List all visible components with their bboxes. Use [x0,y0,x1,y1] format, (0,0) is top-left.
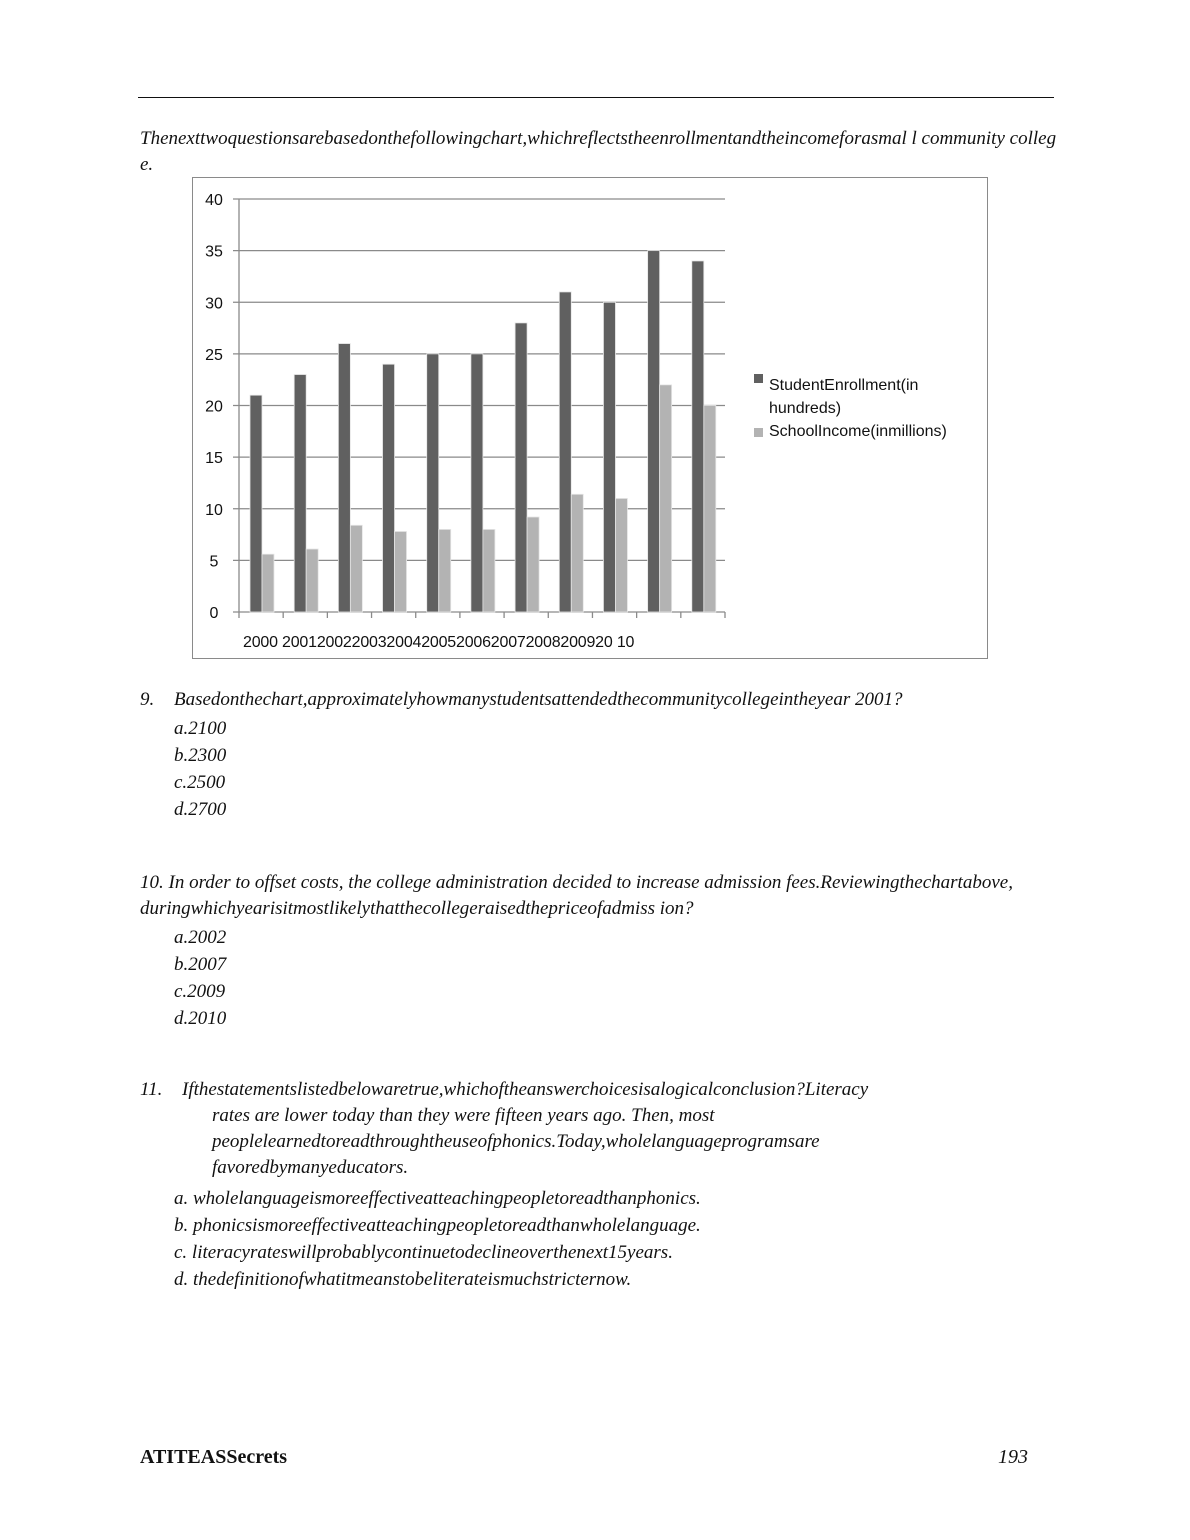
legend-item-income [754,420,947,443]
book-title-footer: ATITEASSecrets [140,1446,288,1468]
legend-item-enrollment [754,374,947,420]
y-tick-label: 0 [209,605,219,622]
y-tick-label: 15 [205,450,223,468]
y-tick-label: 10 [205,501,223,519]
bar-enrollment [383,364,395,612]
question-text-continued: rates are lower today than they were fifteen years ago. Then, most peoplelearnedtoreadthroughtheuseofphonics.Today,wholelanguageprogramsare favoredbymanyeducators. [212,1105,820,1178]
bar-enrollment [515,323,527,612]
y-tick-label: 20 [205,398,223,416]
question-11 [140,1077,1012,1293]
y-tick-label: 40 [205,192,223,209]
legend-label: StudentEnrollment(in [769,377,919,394]
answer-option[interactable]: d.2700 [174,799,227,820]
answer-option[interactable]: a.2100 [174,718,227,739]
legend-swatch-icon [754,428,763,437]
answer-option[interactable]: c.2500 [174,772,226,793]
bar-income [350,525,362,612]
bar-enrollment [559,292,571,612]
answer-option[interactable]: b.2300 [174,745,227,766]
bar-income [395,531,407,612]
bar-enrollment [427,354,439,612]
y-tick-label: 25 [205,346,223,364]
bar-enrollment [603,302,615,612]
legend-label: SchoolIncome(inmillions) [769,423,947,440]
bar-income [439,529,451,612]
bar-income [660,385,672,612]
bar-income [527,517,539,612]
answer-options [174,715,1014,823]
header-rule [138,97,1054,98]
answer-option[interactable]: c.2009 [174,981,226,1002]
y-tick-label: 5 [209,553,219,571]
bar-income [306,549,318,612]
x-axis-labels [243,634,634,652]
question-text: 10. In order to offset costs, the college administration decided to increase admission fees.Reviewingthechartabove,duringwhichyearisitmostlikelythatthecollegeraisedthepriceofadmiss ion? [140,872,1013,919]
bar-income [704,406,716,613]
bar-income [483,529,495,612]
bar-enrollment [294,375,306,612]
question-text-line1: Ifthestatementslistedbelowaretrue,whichoftheanswerchoicesisalogicalconclusion?Literacy [182,1079,869,1100]
answer-option[interactable]: c. literacyrateswillprobablycontinuetodeclineoverthenext15years. [174,1242,673,1263]
answer-options [174,1185,1012,1293]
answer-option[interactable]: d. thedefinitionofwhatitmeanstobeliterateismuchstricternow. [174,1269,632,1290]
bar-income [571,494,583,612]
bar-enrollment [471,354,483,612]
bar-enrollment [338,344,350,612]
x-axis-label-text: 2000 20012002200320042005200620072008200920 10 [243,634,635,651]
answer-option[interactable]: a. wholelanguageismoreeffectiveatteachingpeopletoreadthanphonics. [174,1188,701,1209]
legend-label: hundreds) [769,400,842,417]
bar-income [615,498,627,612]
question-number: 11. [140,1079,163,1100]
question-9 [140,687,1014,823]
bar-enrollment [250,395,262,612]
answer-option[interactable]: d.2010 [174,1008,227,1029]
page-number: 193 [998,1446,1028,1468]
question-text: Basedonthechart,approximatelyhowmanystudentsattendedthecommunitycollegeintheyear 2001? [174,689,903,710]
answer-option[interactable]: b. phonicsismoreeffectiveatteachingpeopletoreadthanwholelanguage. [174,1215,701,1236]
bar-enrollment [692,261,704,612]
legend-swatch-icon [754,374,763,383]
question-10 [140,870,1020,1032]
question-number: 9. [140,689,155,710]
bar-income [262,554,274,612]
answer-option[interactable]: a.2002 [174,927,227,948]
answer-option[interactable]: b.2007 [174,954,227,975]
bar-enrollment [648,251,660,612]
y-tick-label: 35 [205,243,223,261]
intro-text: Thenexttwoquestionsarebasedonthefollowingchart,whichreflectstheenrollmentandtheincomeforasmal l community college. [140,128,1057,175]
y-tick-label: 30 [205,295,223,313]
answer-options [174,924,1020,1032]
chart-legend [754,374,947,443]
